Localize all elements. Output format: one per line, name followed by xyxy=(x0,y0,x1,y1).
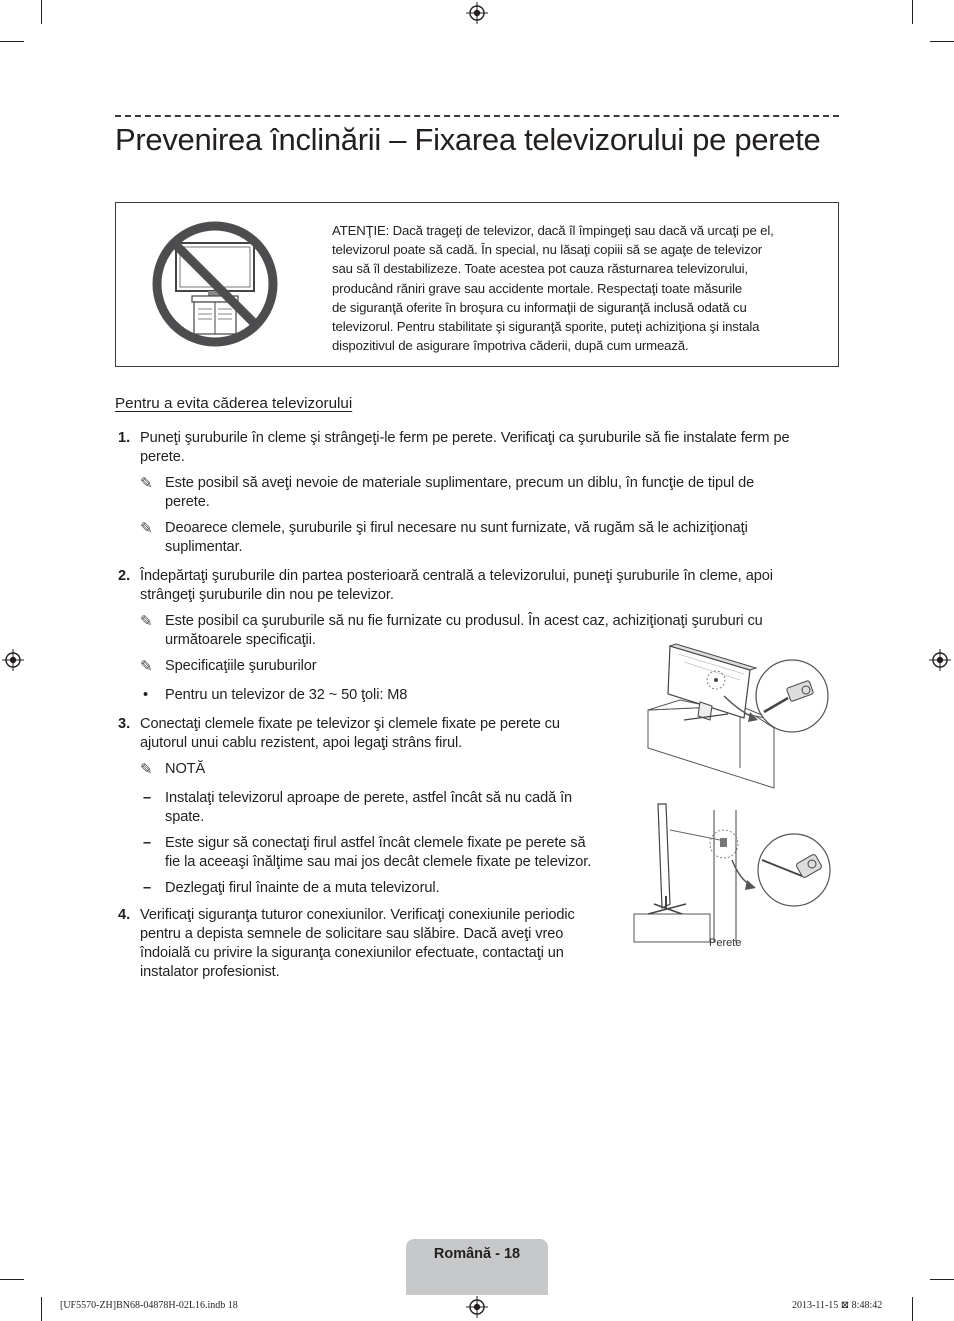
warning-line: televizorul. Pentru stabilitate şi siguranţă sporite, puteţi achiziţiona şi instala xyxy=(332,319,760,335)
dash-icon: – xyxy=(143,880,152,896)
step-text: instalator profesionist. xyxy=(140,964,280,980)
warning-line: televizorul poate să cadă. În special, nu lăsaţi copiii să se agaţe de televizor xyxy=(332,242,763,258)
warning-line: ATENŢIE: Dacă trageţi de televizor, dacă îl împingeţi sau dacă vă urcaţi pe el, xyxy=(332,223,774,238)
note-text: Specificaţiile şuruburilor xyxy=(165,658,317,674)
step-text: strângeţi şuruburile din nou pe televizor. xyxy=(140,587,394,603)
step-text: perete. xyxy=(140,449,185,465)
note-icon: ✎ xyxy=(140,613,153,630)
note-icon: ✎ xyxy=(140,658,153,675)
crop-mark xyxy=(0,1279,24,1280)
registration-mark-icon xyxy=(466,2,488,24)
no-tv-on-furniture-icon xyxy=(150,219,280,349)
warning-line: producând răniri grave sau accidente mortale. Respectaţi toate măsurile xyxy=(332,280,743,296)
step-text: Conectaţi clemele fixate pe televizor şi clemele fixate pe perete cu xyxy=(140,716,560,732)
step-number: 3. xyxy=(118,716,131,732)
note-label: NOTĂ xyxy=(165,761,206,777)
tv-rear-screw-illustration xyxy=(640,640,840,790)
dash-text: Este sigur să conectaţi firul astfel încât clemele fixate pe perete să xyxy=(165,835,586,851)
warning-line: dispozitivul de asigurare împotriva căderii, după cum urmează. xyxy=(332,338,689,354)
note-text: Deoarece clemele, şuruburile şi firul necesare nu sunt furnizate, vă rugăm să le achiziţionaţi xyxy=(165,520,748,536)
warning-line: de siguranţă oferite în broşura cu informaţii de siguranţă inclusă odată cu xyxy=(332,299,747,315)
dash-icon: – xyxy=(143,835,152,851)
note-icon: ✎ xyxy=(140,475,153,492)
step-text: pentru a depista semnele de solicitare sau slăbire. Dacă aveţi vreo xyxy=(140,926,564,942)
section-heading: Pentru a evita căderea televizorului xyxy=(115,395,353,412)
note-text: perete. xyxy=(165,494,210,510)
page-number: Română - 18 xyxy=(433,1246,521,1262)
step-text: ajutorul unui cablu rezistent, apoi legaţi strâns firul. xyxy=(140,735,463,751)
tv-wall-cable-illustration xyxy=(632,800,842,945)
print-slug-date: 2013-11-15 ⊠ 8:48:42 xyxy=(792,1300,883,1311)
crop-mark xyxy=(930,1279,954,1280)
dash-text: spate. xyxy=(165,809,205,825)
registration-mark-icon xyxy=(466,1296,488,1318)
step-number: 1. xyxy=(118,430,131,446)
bullet-text: Pentru un televizor de 32 ~ 50 ţoli: M8 xyxy=(165,687,408,703)
step-text: Îndepărtaţi şuruburile din partea posterioară centrală a televizorului, puneţi şuruburile în cleme, apoi xyxy=(140,568,773,584)
warning-box xyxy=(115,202,839,367)
page-title: Prevenirea înclinării – Fixarea televizorului pe perete xyxy=(115,122,821,157)
note-text: suplimentar. xyxy=(165,539,243,555)
step-text: Verificaţi siguranţa tuturor conexiunilor. Verificaţi conexiunile periodic xyxy=(140,907,575,923)
title-dashed-rule xyxy=(115,115,839,117)
step-text: îndoială cu privire la siguranţa conexiunilor efectuate, contactaţi un xyxy=(140,945,564,961)
crop-mark xyxy=(912,0,913,24)
crop-mark xyxy=(41,0,42,24)
warning-text xyxy=(332,221,818,355)
bullet-icon: • xyxy=(143,687,149,703)
note-text: Este posibil să aveţi nevoie de materiale suplimentare, precum un diblu, în funcţie de tipul de xyxy=(165,475,755,491)
dash-icon: – xyxy=(143,790,152,806)
step-text: Puneţi şuruburile în cleme şi strângeţi-le ferm pe perete. Verificaţi ca şuruburile să fie instalate ferm pe xyxy=(140,430,790,446)
note-text: următoarele specificaţii. xyxy=(165,632,316,648)
registration-mark-icon xyxy=(2,649,24,671)
warning-line: sau să îl destabilizeze. Toate acestea pot cauza răsturnarea televizorului, xyxy=(332,261,748,277)
dash-text: Instalaţi televizorul aproape de perete, astfel încât să nu cadă în xyxy=(165,790,573,806)
crop-mark xyxy=(0,41,24,42)
step-number: 2. xyxy=(118,568,131,584)
dash-text: fie la aceeaşi înălţime sau mai jos decât clemele fixate pe televizor. xyxy=(165,854,592,870)
registration-mark-icon xyxy=(929,649,951,671)
crop-mark xyxy=(912,1297,913,1321)
dash-text: Dezlegaţi firul înainte de a muta televizorul. xyxy=(165,880,440,896)
crop-mark xyxy=(930,41,954,42)
wall-label: Perete xyxy=(709,937,742,949)
note-icon: ✎ xyxy=(140,761,153,778)
crop-mark xyxy=(41,1297,42,1321)
step-number: 4. xyxy=(118,907,131,923)
note-icon: ✎ xyxy=(140,520,153,537)
note-text: Este posibil ca şuruburile să nu fie furnizate cu produsul. În acest caz, achiziţionaţi şuruburi cu xyxy=(165,613,763,629)
print-slug-file: [UF5570-ZH]BN68-04878H-02L16.indb 18 xyxy=(60,1300,238,1311)
